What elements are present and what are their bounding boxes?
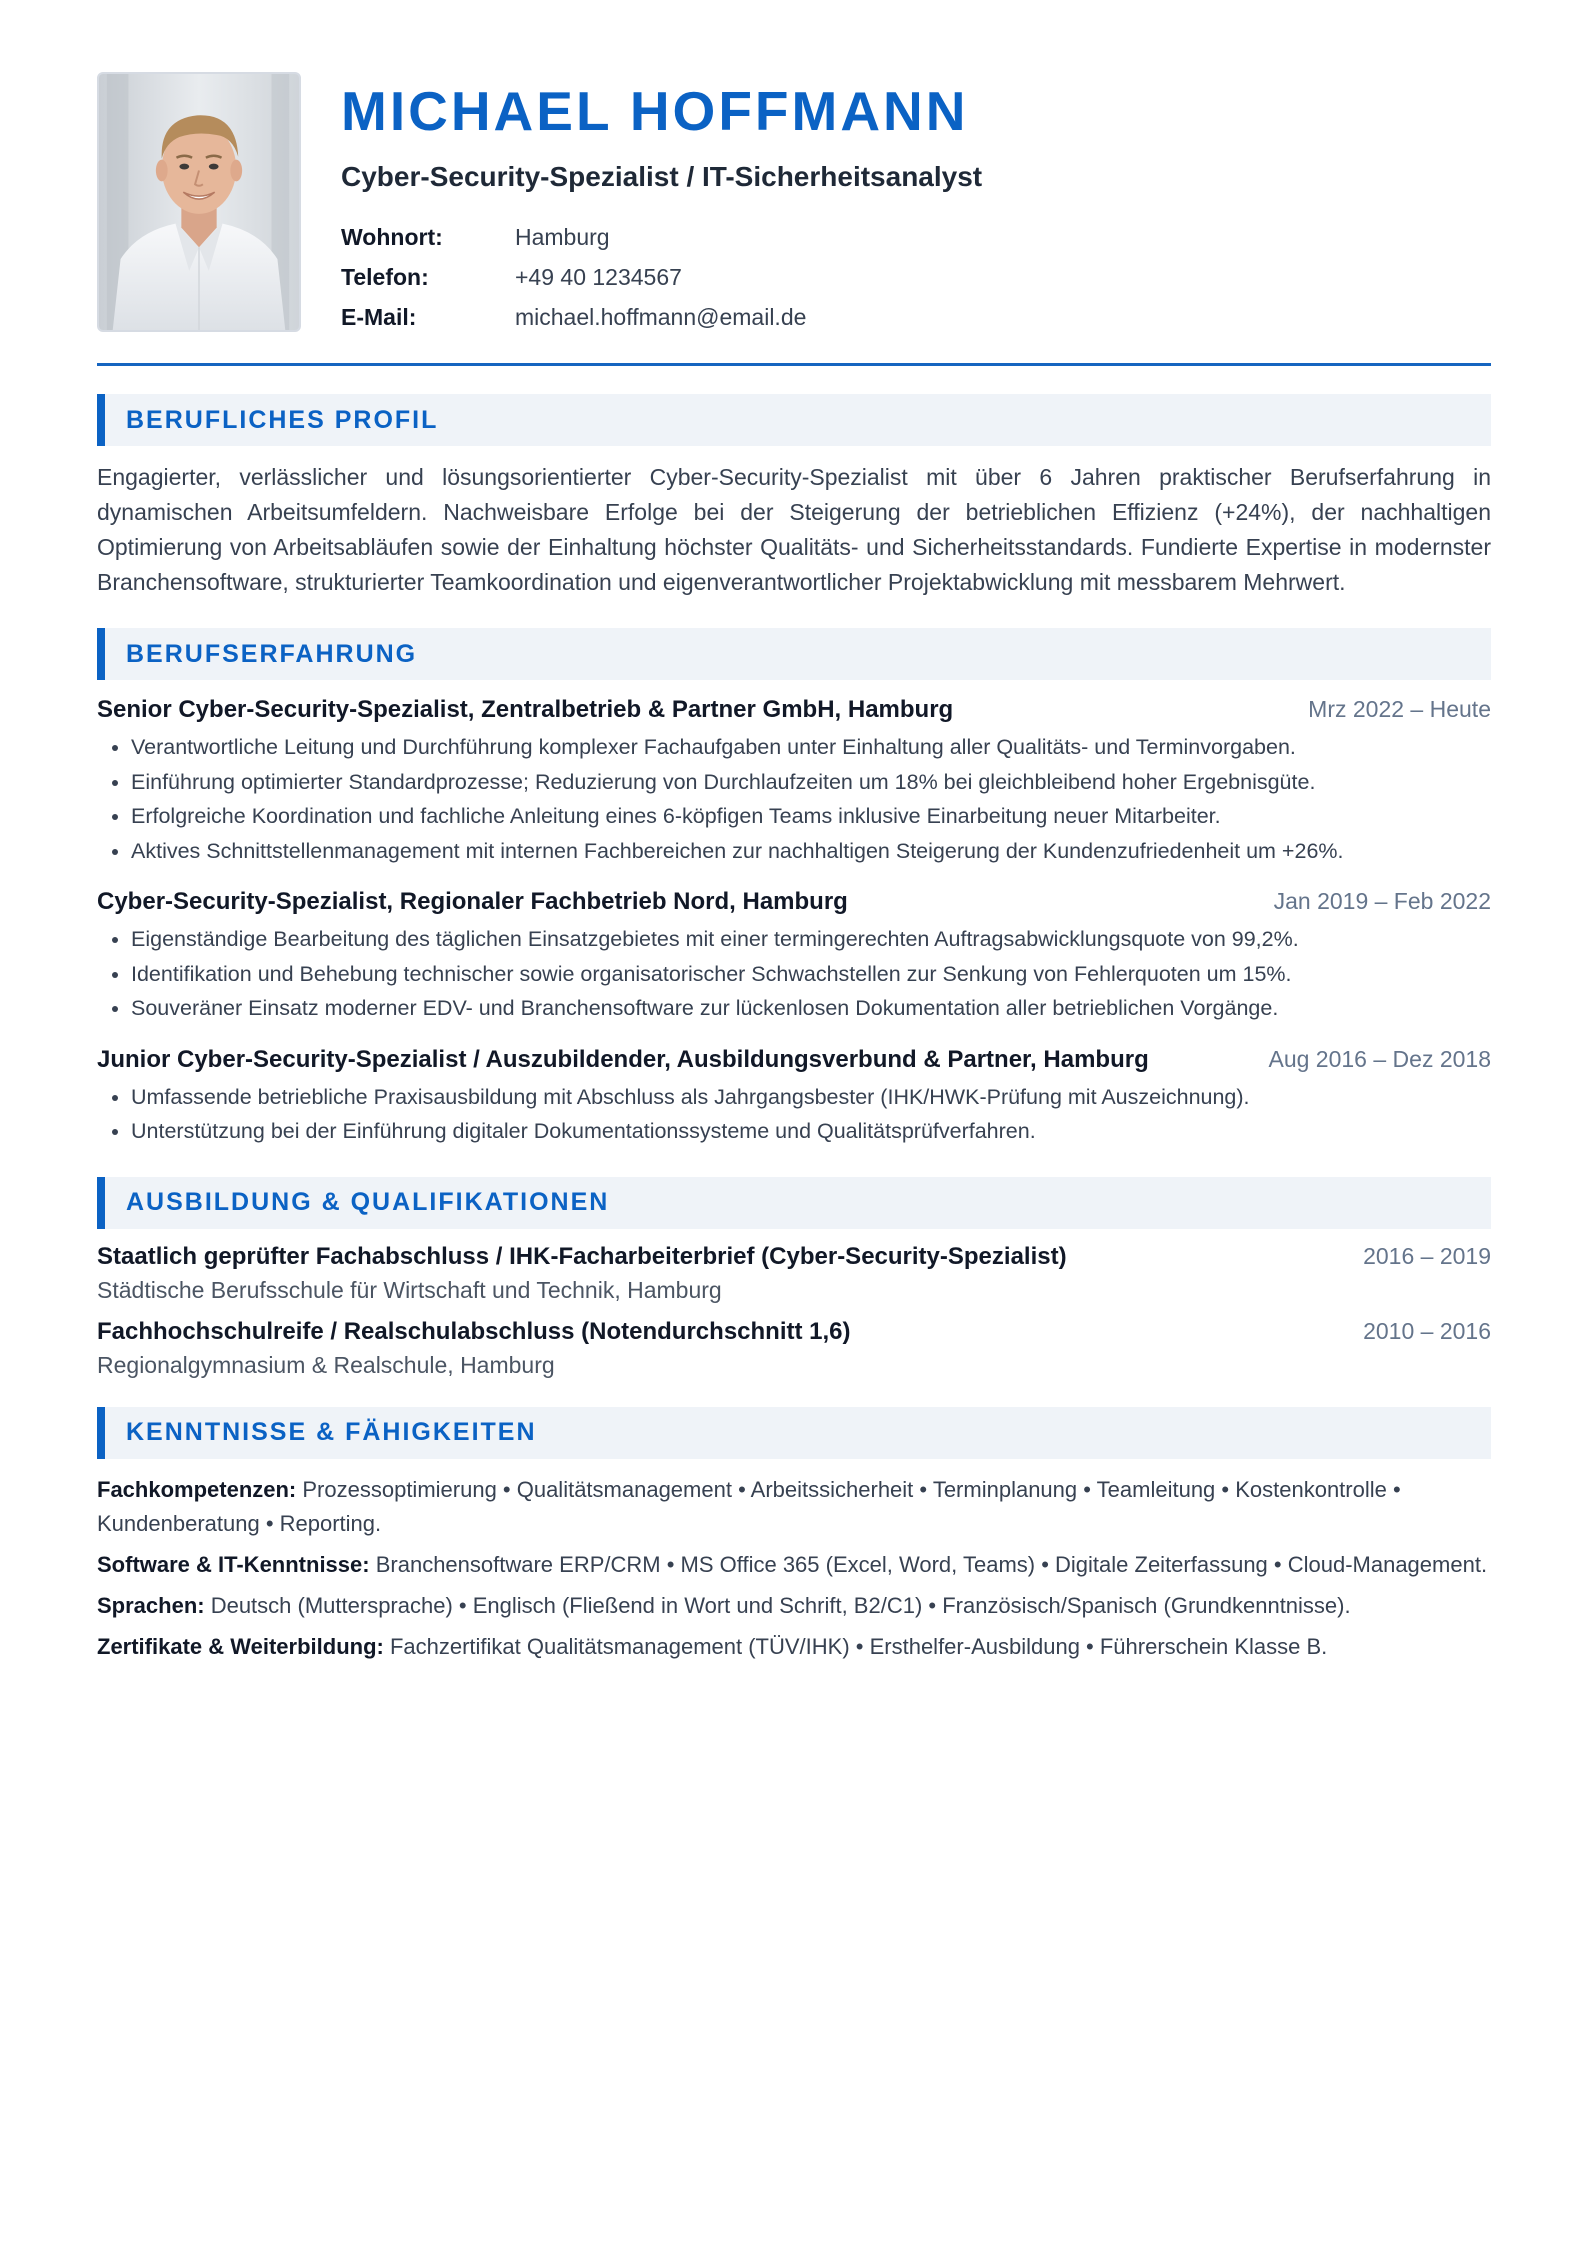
contact-label: Wohnort: xyxy=(341,224,443,250)
section-header xyxy=(97,394,1491,446)
skill-label: Sprachen: xyxy=(97,1592,211,1618)
education-title: Staatlich geprüfter Fachabschluss / IHK-Facharbeiterbrief (Cyber-Security-Spezialist) xyxy=(97,1242,1067,1270)
skill-value: Branchensoftware ERP/CRM • MS Office 365 (Excel, Word, Teams) • Digitale Zeiterfassung • Cloud-Management. xyxy=(375,1551,1488,1577)
skills-section xyxy=(97,1407,1491,1664)
education-title: Fachhochschulreife / Realschulabschluss (Notendurchschnitt 1,6) xyxy=(97,1317,851,1345)
education-date: 2016 – 2019 xyxy=(1363,1242,1491,1269)
contact-row-phone xyxy=(341,257,982,297)
education-entry xyxy=(97,1318,1491,1379)
candidate-name: MICHAEL HOFFMANN xyxy=(341,80,969,142)
education-school: Städtische Berufsschule für Wirtschaft und Technik, Hamburg xyxy=(97,1276,722,1303)
contact-value: michael.hoffmann@email.de xyxy=(515,304,807,330)
job-bullets xyxy=(97,730,1491,868)
section-header xyxy=(97,1407,1491,1459)
skill-row-languages xyxy=(97,1589,1491,1623)
contact-value: Hamburg xyxy=(515,224,610,250)
profile-section xyxy=(97,394,1491,600)
section-header xyxy=(97,1177,1491,1229)
contact-label: Telefon: xyxy=(341,264,429,290)
contact-label: E-Mail: xyxy=(341,304,417,330)
resume-header xyxy=(97,72,1491,366)
skill-value: Fachzertifikat Qualitätsmanagement (TÜV/IHK) • Ersthelfer-Ausbildung • Führerschein Klasse B. xyxy=(389,1633,1328,1659)
job-entry xyxy=(97,696,1491,868)
job-entry xyxy=(97,888,1491,1026)
skills-list xyxy=(97,1473,1491,1664)
portrait-illustration xyxy=(99,74,299,330)
job-header xyxy=(97,696,1491,724)
contact-row-email xyxy=(341,297,982,337)
list-item: • Einführung optimierter Standardprozesse; Reduzierung von Durchlaufzeiten um 18% bei gleichbleibend hoher Ergebnisgüte. xyxy=(131,765,1491,800)
job-title: Junior Cyber-Security-Spezialist / Auszubildender, Ausbildungsverbund & Partner, Hamburg xyxy=(97,1045,1149,1073)
job-bullets xyxy=(97,922,1491,1026)
job-date: Mrz 2022 – Heute xyxy=(1308,696,1491,722)
skill-row-software xyxy=(97,1548,1491,1582)
list-item: • Aktives Schnittstellenmanagement mit internen Fachbereichen zur nachhaltigen Steigerung der Kundenzufriedenheit um +26%. xyxy=(131,834,1491,869)
job-date: Aug 2016 – Dez 2018 xyxy=(1268,1045,1491,1072)
header-info xyxy=(341,72,982,337)
skill-value: Deutsch (Muttersprache) • Englisch (Fließend in Wort und Schrift, B2/C1) • Französisch/Spanisch (Grundkenntnisse). xyxy=(210,1592,1351,1618)
job-date: Jan 2019 – Feb 2022 xyxy=(1273,888,1491,914)
skill-row-certificates xyxy=(97,1630,1491,1664)
skill-label: Fachkompetenzen: xyxy=(97,1476,303,1502)
list-item: • Erfolgreiche Koordination und fachliche Anleitung eines 6-köpfigen Teams inklusive Einarbeitung neuer Mitarbeiter. xyxy=(131,799,1491,834)
job-title: Senior Cyber-Security-Spezialist, Zentralbetrieb & Partner GmbH, Hamburg xyxy=(97,696,954,723)
education-school: Regionalgymnasium & Realschule, Hamburg xyxy=(97,1351,555,1378)
profile-text: Engagierter, verlässlicher und lösungsorientierter Cyber-Security-Spezialist mit über 6 Jahren praktischer Berufserfahrung in dynamischen Arbeitsumfeldern. Nachweisbare Erfolge bei der Steigerung der betrieblichen Effizienz (+24%), der nachhaltigen Optimierung von Arbeitsabläufen sowie der Einhaltung höchster Qualitäts- und Sicherheitsstandards. Fundierte Expertise in modernster Branchensoftware, strukturierter Teamkoordination und eigenverantwortlicher Projektabwicklung mit messbarem Mehrwert. xyxy=(97,464,1491,595)
contact-value: +49 40 1234567 xyxy=(515,264,682,290)
job-title: Cyber-Security-Spezialist, Regionaler Fachbetrieb Nord, Hamburg xyxy=(97,888,848,915)
job-bullets xyxy=(97,1080,1491,1149)
education-date: 2010 – 2016 xyxy=(1363,1317,1491,1344)
list-item: • Verantwortliche Leitung und Durchführung komplexer Fachaufgaben unter Einhaltung aller Qualitäts- und Terminvorgaben. xyxy=(131,730,1491,765)
list-item: • Umfassende betriebliche Praxisausbildung mit Abschluss als Jahrgangsbester (IHK/HWK-Prüfung mit Auszeichnung). xyxy=(131,1080,1491,1115)
education-entry xyxy=(97,1243,1491,1304)
skill-row-expertise xyxy=(97,1473,1491,1541)
section-title: AUSBILDUNG & QUALIFIKATIONEN xyxy=(126,1188,610,1216)
list-item: • Identifikation und Behebung technischer sowie organisatorischer Schwachstellen zur Senkung von Fehlerquoten um 15%. xyxy=(131,957,1491,992)
list-item: • Unterstützung bei der Einführung digitaler Dokumentationssysteme und Qualitätsprüfverfahren. xyxy=(131,1114,1491,1149)
job-entry xyxy=(97,1046,1491,1149)
candidate-title: Cyber-Security-Spezialist / IT-Sicherheitsanalyst xyxy=(341,161,983,192)
contact-list xyxy=(341,217,982,337)
list-item: • Eigenständige Bearbeitung des täglichen Einsatzgebietes mit einer termingerechten Auftragsabwicklungsquote von 99,2%. xyxy=(131,922,1491,957)
skill-label: Software & IT-Kenntnisse: xyxy=(97,1551,376,1577)
section-title: BERUFLICHES PROFIL xyxy=(126,405,439,434)
skill-value: Prozessoptimierung • Qualitätsmanagement • Arbeitssicherheit • Terminplanung • Teamleitung • Kostenkontrolle • Kundenberatung • Reporting. xyxy=(97,1476,1401,1536)
contact-row-location xyxy=(341,217,982,257)
section-title: KENNTNISSE & FÄHIGKEITEN xyxy=(126,1418,537,1446)
list-item: • Souveräner Einsatz moderner EDV- und Branchensoftware zur lückenlosen Dokumentation aller betrieblichen Vorgänge. xyxy=(131,991,1491,1026)
section-header xyxy=(97,628,1491,680)
section-title: BERUFSERFAHRUNG xyxy=(126,639,418,668)
profile-photo xyxy=(97,72,301,332)
job-header xyxy=(97,1046,1491,1074)
experience-section xyxy=(97,628,1491,1149)
education-section xyxy=(97,1177,1491,1379)
education-header xyxy=(97,1318,1491,1346)
skill-label: Zertifikate & Weiterbildung: xyxy=(97,1633,390,1659)
job-header xyxy=(97,888,1491,916)
education-header xyxy=(97,1243,1491,1271)
